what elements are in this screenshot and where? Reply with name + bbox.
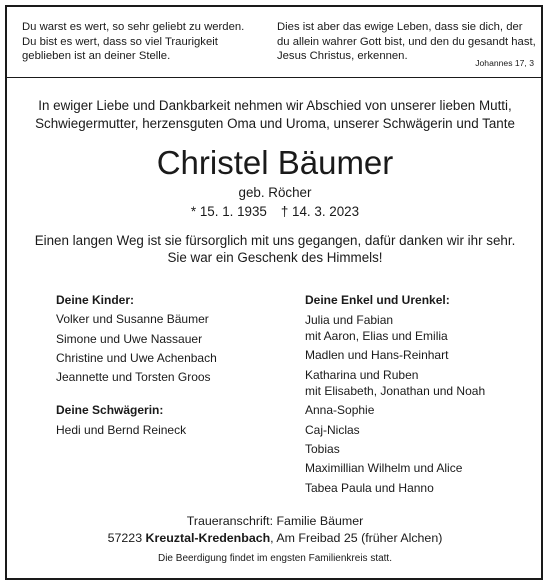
verse-right [277,20,537,64]
list-item: Simone und Uwe Nassauer [56,331,203,346]
life-dates [5,204,545,219]
intro-line: In ewiger Liebe und Dankbarkeit nehmen wir Abschied von unserer lieben Mutti, [38,98,512,113]
intro-text [5,97,545,133]
farewell-line: Einen langen Weg ist sie fürsorglich mit uns gegangen, dafür danken wir ihr sehr. [34,233,516,248]
postcode: 57223 [107,531,143,545]
mourning-address-street [5,531,545,545]
city: Kreuztal-Kredenbach [145,531,271,545]
list-item: Christine und Uwe Achenbach [56,350,217,365]
grandchildren-heading: Deine Enkel und Urenkel: [305,293,450,307]
list-item [305,367,530,399]
family-right-column [305,291,530,498]
family-left-column [56,291,276,440]
list-item [305,312,530,344]
farewell-text [5,233,545,266]
sister-in-law-heading: Deine Schwägerin: [56,403,164,418]
street: , Am Freibad 25 (früher Alchen) [270,531,443,545]
list-item: Anna-Sophie [305,403,375,418]
mourning-address-line: Traueranschrift: Familie Bäumer [186,514,364,528]
list-item: Madlen und Hans-Reinhart [305,348,449,363]
verse-right-line: Dies ist aber das ewige Leben, dass sie dich, der [277,21,523,33]
farewell-line: Sie war ein Geschenk des Himmels! [167,249,383,265]
list-item: Tobias [305,442,340,456]
list-item-line: mit Elisabeth, Jonathan und Noah [305,384,486,399]
list-item-line: Julia und Fabian [305,312,394,327]
death-date: † 14. 3. 2023 [280,204,360,219]
verse-right-line: du allein wahrer Gott bist, und den du gesandt hast, [277,35,536,48]
maiden-name: geb. Röcher [238,185,312,200]
list-item-line: mit Aaron, Elias und Emilia [305,329,448,343]
list-item: Tabea Paula und Hanno [305,480,434,495]
list-item-line: Katharina und Ruben [305,368,419,382]
divider-line [5,77,543,78]
verse-left-line: geblieben ist an deiner Stelle. [22,50,171,62]
list-item: Hedi und Bernd Reineck [56,422,187,437]
verse-reference: Johannes 17, 3 [475,58,534,68]
list-item: Caj-Niclas [305,422,360,437]
verse-left-line: Du warst es wert, so sehr geliebt zu werden. [22,21,245,33]
verse-right-line: Jesus Christus, erkennen. [277,50,408,62]
birth-date: * 15. 1. 1935 [190,204,267,219]
funeral-note: Die Beerdigung findet im engsten Familienkreis statt. [157,553,392,564]
children-heading: Deine Kinder: [56,293,135,307]
verse-left [22,20,262,64]
list-item: Jeannette und Torsten Groos [56,370,211,385]
verse-left-line: Du bist es wert, dass so viel Traurigkeit [22,35,218,48]
list-item: Volker und Susanne Bäumer [56,312,209,327]
intro-line: Schwiegermutter, herzensguten Oma und Uroma, unserer Schwägerin und Tante [35,116,515,131]
deceased-name: Christel Bäumer [156,144,394,181]
list-item: Maximillian Wilhelm und Alice [305,461,463,476]
